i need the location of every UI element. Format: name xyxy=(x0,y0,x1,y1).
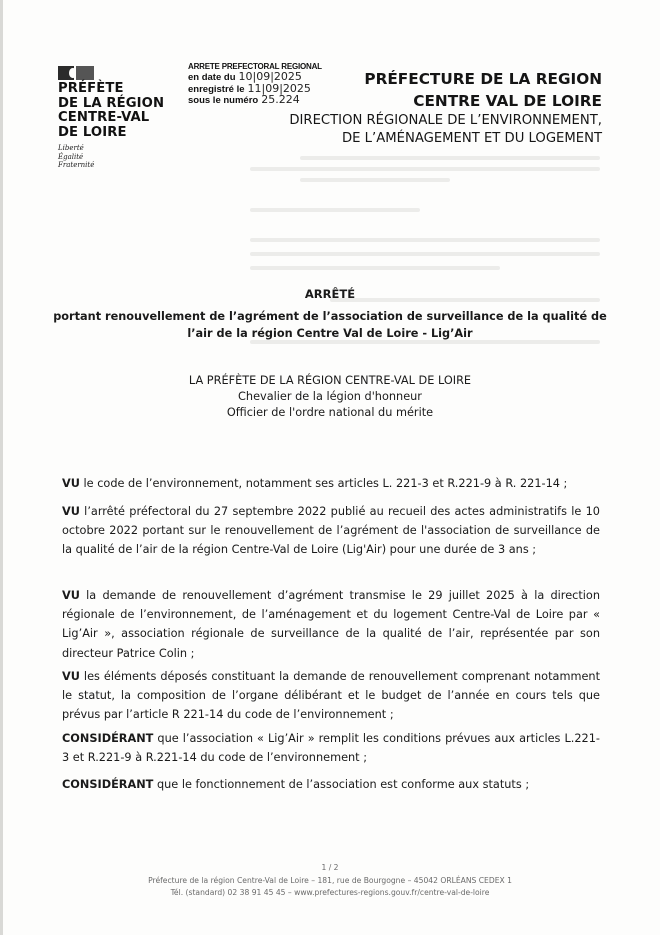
authority-block xyxy=(0,373,660,421)
page-number: 1 / 2 xyxy=(321,863,339,872)
paragraph-lead: VU xyxy=(62,477,80,490)
paragraph-considerant-conditions xyxy=(62,729,600,767)
bleed-through-line xyxy=(250,266,500,270)
logo-name xyxy=(58,82,164,140)
document-heading: ARRÊTÉ xyxy=(304,287,356,301)
paragraph-considerant-statuts xyxy=(62,775,600,794)
paragraph-vu-demande xyxy=(62,586,600,663)
logo-line: DE LA RÉGION xyxy=(58,95,165,111)
logo-line: DE LOIRE xyxy=(58,124,127,140)
bleed-through-line xyxy=(250,252,600,256)
stamp-title: ARRETE PREFECTORAL REGIONAL xyxy=(188,62,322,71)
authority-line: Officier de l'ordre national du mérite xyxy=(226,406,434,419)
marianne-icon xyxy=(58,66,164,80)
header-line: PRÉFECTURE DE LA REGION xyxy=(364,70,602,88)
bleed-through-line xyxy=(300,178,450,182)
paragraph-text: le code de l’environnement, notamment ses articles L. 221-3 et R.221-9 à R. 221-14 ; xyxy=(79,477,568,490)
stamp-registered-value: 11|09|2025 xyxy=(247,81,311,95)
republic-logo xyxy=(58,66,164,170)
document-subtitle xyxy=(0,308,660,342)
logo-line: CENTRE-VAL xyxy=(58,110,150,125)
paragraph-vu-arrete xyxy=(62,502,600,560)
bleed-through-line xyxy=(250,167,600,171)
logo-line: PRÉFÈTE xyxy=(58,81,124,96)
motto-line: Liberté xyxy=(58,144,84,152)
paragraph-text: l’arrêté préfectoral du 27 septembre 2022 publié au recueil des actes administratifs le 10 octobre 2022 portant sur le renouvellement de l’agrément de l'association de surveillance de la qualité de l’air de la région Centre-Val de Loire (Lig'Air) pour une durée de 3 ans ; xyxy=(62,505,600,557)
header-line: DE L’AMÉNAGEMENT ET DU LOGEMENT xyxy=(342,131,602,146)
footer-contact: Tél. (standard) 02 38 91 45 45 – www.prefectures-regions.gouv.fr/centre-val-de-loire xyxy=(170,888,490,897)
stamp-registered-label: enregistré le xyxy=(188,83,245,95)
paragraph-lead: VU xyxy=(62,505,80,518)
subtitle-line: l’air de la région Centre Val de Loire - Lig’Air xyxy=(187,327,473,340)
authority-line: LA PRÉFÈTE DE LA RÉGION CENTRE-VAL DE LOIRE xyxy=(188,374,472,387)
footer-address: Préfecture de la région Centre-Val de Loire – 181, rue de Bourgogne – 45042 ORLÉANS CEDEX 1 xyxy=(148,876,512,885)
bleed-through-line xyxy=(250,208,420,212)
paragraph-lead: CONSIDÉRANT xyxy=(62,732,154,745)
prefecture-header xyxy=(289,68,602,148)
motto xyxy=(58,144,164,170)
stamp-date-label: en date du xyxy=(188,72,236,84)
bleed-through-line xyxy=(300,156,600,160)
paragraph-text: la demande de renouvellement d’agrément transmise le 29 juillet 2025 à la direction régionale de l’environnement, de l’aménagement et du logement Centre-Val de Loire par « Lig’Air », association régionale de surveillance de la qualité de l’air, représentée par son directeur Patrice Colin ; xyxy=(62,589,600,660)
header-line: CENTRE VAL DE LOIRE xyxy=(413,92,602,110)
stamp-date-value: 10|09|2025 xyxy=(238,70,302,84)
header-line: DIRECTION RÉGIONALE DE L’ENVIRONNEMENT, xyxy=(289,113,602,128)
paragraph-vu-elements xyxy=(62,667,600,725)
scan-edge xyxy=(0,0,3,935)
paragraph-text: que l’association « Lig’Air » remplit les conditions prévues aux articles L.221-3 et R.221-9 à R.221-14 du code de l’environnement ; xyxy=(62,732,600,765)
authority-line: Chevalier de la légion d'honneur xyxy=(238,390,422,403)
paragraph-text: que le fonctionnement de l’association est conforme aux statuts ; xyxy=(153,778,530,791)
paragraph-lead: VU xyxy=(62,670,80,683)
stamp-number-label: sous le numéro xyxy=(188,94,259,106)
stamp-number-value: 25.224 xyxy=(261,92,300,106)
paragraph-lead: CONSIDÉRANT xyxy=(62,778,154,791)
motto-line: Fraternité xyxy=(58,161,95,169)
paragraph-text: les éléments déposés constituant la demande de renouvellement comprenant notamment le statut, la composition de l’organe délibérant et le budget de l’année en cours tels que prévus par l’article R 221-14 du code de l’environnement ; xyxy=(62,670,600,722)
motto-line: Égalité xyxy=(58,152,84,161)
subtitle-line: portant renouvellement de l’agrément de l’association de surveillance de la qualité de xyxy=(53,310,607,323)
paragraph-vu-code xyxy=(62,474,600,493)
paragraph-lead: VU xyxy=(62,589,80,602)
bleed-through-line xyxy=(250,238,600,242)
